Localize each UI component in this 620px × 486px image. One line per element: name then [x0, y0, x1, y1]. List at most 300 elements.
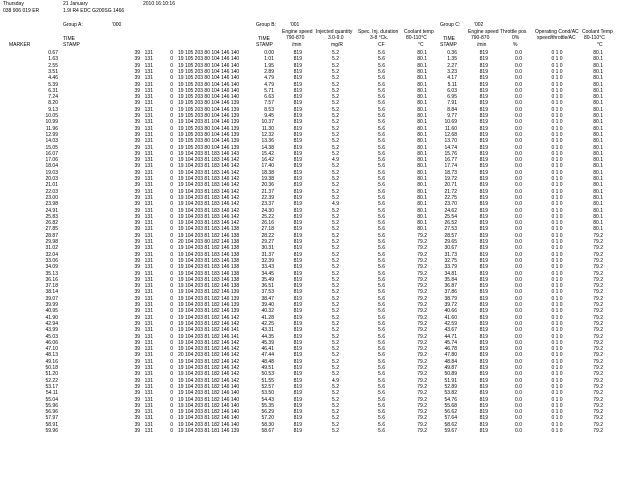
throttle-pos: 0.0	[515, 144, 522, 151]
group-a-value: 39	[134, 113, 140, 119]
engine-speed-c: 819	[479, 264, 488, 271]
injected-quantity: 5.2	[332, 402, 339, 409]
coolant-temp-c: 80.1	[593, 94, 603, 101]
inj-duration: 5.6	[378, 346, 385, 353]
group-c-time: 0.36	[447, 50, 457, 56]
group-c-time: 18.73	[444, 169, 457, 176]
group-a-cell-0: 0	[170, 283, 173, 290]
marker-cell: 54.11	[45, 390, 58, 397]
throttle-pos: 0.0	[515, 106, 522, 113]
group-a-value: 39	[134, 232, 140, 239]
coolant-temp-b: 79.2	[417, 245, 427, 252]
engine-speed-c: 819	[479, 333, 488, 340]
operating-cond: 0 1 0	[551, 207, 563, 214]
inj-duration: 5.6	[378, 87, 385, 94]
engine-speed-b: 819	[293, 207, 302, 214]
coolant-temp-c: 80.1	[593, 150, 603, 157]
group-a-code: '000	[112, 22, 122, 28]
group-b-time: 25.22	[261, 213, 274, 220]
group-b-time: 48.48	[261, 358, 274, 365]
coolant-temp-c: 80.1	[593, 106, 603, 113]
group-a-value: 39	[134, 81, 140, 88]
operating-cond: 0 1 0	[551, 270, 563, 277]
operating-cond: 0 1 0	[551, 402, 563, 409]
operating-cond: 0 1 0	[551, 245, 563, 252]
marker-cell: 14.03	[45, 138, 58, 145]
group-a-cell-131: 131	[144, 346, 153, 353]
group-c-time: 36.87	[444, 283, 457, 290]
coolant-temp-c: 79.2	[593, 302, 603, 308]
engine-speed-c: 819	[479, 188, 488, 195]
group-b-time: 36.51	[261, 283, 274, 290]
engine-speed-b: 819	[293, 68, 302, 75]
inj-duration: 5.6	[378, 138, 385, 145]
inj-duration: 5.6	[378, 81, 385, 88]
group-a-raw-bytes: 19 105 203 80 104 146 139	[178, 144, 240, 151]
engine-speed-b: 819	[293, 308, 302, 315]
marker-cell: 16.07	[45, 150, 58, 157]
c-col4-h1: Coolant Temp	[582, 29, 613, 35]
group-a-cell-131: 131	[144, 201, 153, 208]
group-a-value: 39	[134, 276, 140, 283]
group-c-time: 50.89	[444, 371, 457, 378]
coolant-temp-c: 80.1	[593, 182, 603, 189]
marker-cell: 22.03	[45, 188, 58, 195]
operating-cond: 0 1 0	[551, 358, 563, 365]
engine-speed-c: 819	[479, 119, 488, 126]
marker-cell: 42.94	[45, 320, 58, 327]
marker-cell: 15.05	[45, 144, 58, 151]
marker-cell: 10.99	[45, 119, 58, 126]
throttle-pos: 0.0	[515, 251, 522, 258]
coolant-temp-c: 80.1	[593, 87, 603, 94]
b-col2-h2: 3.0-9.0	[328, 35, 344, 41]
throttle-pos: 0.0	[515, 157, 522, 164]
group-a-raw-bytes: 20 104 203 81 182 146 142	[178, 352, 240, 359]
group-a-cell-131: 131	[144, 371, 153, 378]
engine-speed-c: 819	[479, 308, 488, 315]
operating-cond: 0 1 0	[551, 377, 563, 384]
engine-speed-b: 819	[293, 346, 302, 353]
group-c-time: 12.68	[444, 131, 457, 138]
coolant-temp-b: 79.2	[417, 409, 427, 416]
group-c-time: 11.60	[444, 125, 457, 132]
operating-cond: 0 1 0	[551, 276, 563, 283]
group-a-raw-bytes: 19 104 203 81 182 146 142	[178, 314, 240, 321]
marker-cell: 19.03	[45, 169, 58, 176]
group-a-raw-bytes: 19 104 203 81 182 146 140	[178, 396, 240, 403]
group-a-cell-0: 0	[170, 68, 173, 75]
injected-quantity: 5.2	[332, 182, 339, 189]
engine-speed-c: 819	[479, 138, 488, 145]
group-a-cell-131: 131	[144, 257, 153, 264]
group-a-raw-bytes: 19 105 203 80 104 146 140	[178, 94, 240, 101]
throttle-pos: 0.0	[515, 365, 522, 371]
group-a-cell-0: 0	[170, 119, 173, 126]
engine-speed-c: 819	[479, 257, 488, 264]
group-a-value: 39	[134, 264, 140, 271]
marker-cell: 28.87	[45, 232, 58, 239]
group-a-cell-0: 0	[170, 176, 173, 182]
coolant-temp-c: 80.1	[593, 119, 603, 126]
coolant-temp-c: 79.2	[593, 421, 603, 428]
marker-cell: 11.96	[45, 125, 58, 132]
group-a-cell-131: 131	[144, 182, 153, 189]
group-b-time: 21.37	[261, 188, 274, 195]
group-b-time: 43.31	[261, 327, 274, 334]
engine-speed-c: 819	[479, 87, 488, 94]
group-a-cell-0: 0	[170, 377, 173, 384]
injected-quantity: 5.2	[332, 163, 339, 170]
group-a-value: 39	[134, 150, 140, 157]
throttle-pos: 0.0	[515, 346, 522, 353]
group-a-cell-0: 0	[170, 276, 173, 283]
engine-speed-b: 819	[293, 100, 302, 107]
marker-cell: 57.97	[45, 415, 58, 422]
marker-cell: 39.99	[45, 302, 58, 308]
group-a-raw-bytes: 19 104 203 81 182 146 140	[178, 390, 240, 397]
group-a-cell-131: 131	[144, 327, 153, 334]
group-a-raw-bytes: 19 104 203 81 182 146 139	[178, 295, 240, 302]
engine-speed-b: 819	[293, 113, 302, 119]
engine-speed-b: 819	[293, 87, 302, 94]
group-a-cell-0: 0	[170, 409, 173, 416]
inj-duration: 5.6	[378, 320, 385, 327]
coolant-temp-b: 80.1	[417, 106, 427, 113]
marker-cell: 2.55	[48, 62, 58, 69]
injected-quantity: 5.2	[332, 81, 339, 88]
group-a-value: 39	[134, 182, 140, 189]
coolant-temp-b: 80.1	[417, 138, 427, 145]
group-a-raw-bytes: 19 104 203 81 183 146 138	[178, 276, 240, 283]
injected-quantity: 5.2	[332, 308, 339, 315]
operating-cond: 0 1 0	[551, 308, 563, 315]
engine-speed-c: 819	[479, 106, 488, 113]
group-a-cell-131: 131	[144, 188, 153, 195]
group-a-cell-0: 0	[170, 371, 173, 378]
injected-quantity: 5.2	[332, 283, 339, 290]
injected-quantity: 5.2	[332, 339, 339, 346]
inj-duration: 5.6	[378, 383, 385, 390]
group-a-cell-131: 131	[144, 100, 153, 107]
inj-duration: 5.6	[378, 131, 385, 138]
injected-quantity: 5.2	[332, 125, 339, 132]
engine-speed-c: 819	[479, 251, 488, 258]
operating-cond: 0 1 0	[551, 125, 563, 132]
marker-cell: 26.82	[45, 220, 58, 227]
coolant-temp-c: 79.2	[593, 428, 603, 434]
group-b-time: 38.47	[261, 295, 274, 302]
throttle-pos: 0.0	[515, 421, 522, 428]
group-c-time: 26.52	[444, 220, 457, 227]
group-a-cell-0: 0	[170, 257, 173, 264]
engine-speed-b: 819	[293, 81, 302, 88]
coolant-temp-b: 79.2	[417, 371, 427, 378]
group-a-cell-0: 0	[170, 207, 173, 214]
group-a-cell-131: 131	[144, 308, 153, 315]
engine-speed-b: 819	[293, 50, 302, 56]
c-col1-h2: 790-870	[471, 35, 490, 41]
group-a-value: 39	[134, 194, 140, 201]
engine-speed-c: 819	[479, 421, 488, 428]
coolant-temp-c: 80.1	[593, 62, 603, 69]
group-a-cell-131: 131	[144, 163, 153, 170]
inj-duration: 5.6	[378, 415, 385, 422]
engine-speed-b: 819	[293, 320, 302, 327]
group-b-time: 42.25	[261, 320, 274, 327]
group-a-cell-0: 0	[170, 295, 173, 302]
operating-cond: 0 1 0	[551, 333, 563, 340]
group-a-value: 39	[134, 62, 140, 69]
coolant-temp-b: 79.2	[417, 283, 427, 290]
inj-duration: 5.6	[378, 188, 385, 195]
throttle-pos: 0.0	[515, 352, 522, 359]
group-a-cell-0: 0	[170, 314, 173, 321]
group-a-raw-bytes: 19 104 203 81 182 146 140	[178, 383, 240, 390]
engine-speed-b: 819	[293, 295, 302, 302]
group-a-raw-bytes: 19 105 203 80 104 146 140	[178, 68, 240, 75]
marker-cell: 46.06	[45, 339, 58, 346]
group-a-cell-131: 131	[144, 402, 153, 409]
group-a-cell-131: 131	[144, 87, 153, 94]
inj-duration: 5.6	[378, 125, 385, 132]
group-a-raw-bytes: 19 104 203 81 183 146 142	[178, 188, 240, 195]
marker-cell: 35.13	[45, 270, 58, 277]
coolant-temp-b: 79.2	[417, 365, 427, 371]
operating-cond: 0 1 0	[551, 327, 563, 334]
group-a-raw-bytes: 19 105 203 80 104 146 139	[178, 138, 240, 145]
throttle-pos: 0.0	[515, 327, 522, 334]
group-c-time: 29.65	[444, 239, 457, 245]
operating-cond: 0 1 0	[551, 421, 563, 428]
group-a-raw-bytes: 19 104 203 81 183 146 142	[178, 207, 240, 214]
marker-cell: 41.90	[45, 314, 58, 321]
group-a-cell-131: 131	[144, 194, 153, 201]
group-a-raw-bytes: 19 104 203 81 183 146 142	[178, 169, 240, 176]
group-b-time: 7.57	[264, 100, 274, 107]
coolant-temp-b: 79.2	[417, 276, 427, 283]
coolant-temp-c: 79.2	[593, 320, 603, 327]
coolant-temp-b: 80.1	[417, 169, 427, 176]
group-b-time: 18.38	[261, 169, 274, 176]
group-b-time: 1.01	[264, 56, 274, 63]
engine-speed-b: 819	[293, 302, 302, 308]
throttle-pos: 0.0	[515, 94, 522, 101]
group-a-cell-0: 0	[170, 100, 173, 107]
engine-speed-b: 819	[293, 339, 302, 346]
group-a-value: 39	[134, 352, 140, 359]
b-col3-h3: CF	[378, 42, 385, 48]
group-c-time: 4.17	[447, 75, 457, 82]
group-a-cell-0: 0	[170, 251, 173, 258]
coolant-temp-b: 80.1	[417, 226, 427, 233]
engine-speed-b: 819	[293, 150, 302, 157]
marker-cell: 45.03	[45, 333, 58, 340]
operating-cond: 0 1 0	[551, 365, 563, 371]
operating-cond: 0 1 0	[551, 232, 563, 239]
engine-speed-c: 819	[479, 390, 488, 397]
inj-duration: 5.6	[378, 270, 385, 277]
engine-speed-b: 819	[293, 119, 302, 126]
group-a-value: 39	[134, 106, 140, 113]
group-a-raw-bytes: 19 104 203 81 183 146 143	[178, 150, 240, 157]
marker-cell: 37.18	[45, 283, 58, 290]
group-c-time: 28.57	[444, 232, 457, 239]
b-col4-h1: Coolant temp	[404, 29, 434, 35]
group-c-time: 21.72	[444, 188, 457, 195]
coolant-temp-b: 80.1	[417, 100, 427, 107]
group-a-cell-131: 131	[144, 68, 153, 75]
marker-cell: 29.98	[45, 239, 58, 245]
marker-cell: 32.04	[45, 251, 58, 258]
group-a-raw-bytes: 19 104 203 81 104 146 139	[178, 119, 240, 126]
throttle-pos: 0.0	[515, 270, 522, 277]
injected-quantity: 5.2	[332, 169, 339, 176]
inj-duration: 5.6	[378, 157, 385, 164]
inj-duration: 5.6	[378, 62, 385, 69]
operating-cond: 0 1 0	[551, 390, 563, 397]
group-a-cell-131: 131	[144, 302, 153, 308]
group-a-value: 39	[134, 188, 140, 195]
engine-speed-c: 819	[479, 144, 488, 151]
marker-cell: 9.13	[48, 106, 58, 113]
operating-cond: 0 1 0	[551, 415, 563, 422]
group-a-raw-bytes: 19 104 203 81 182 146 142	[178, 371, 240, 378]
marker-cell: 3.51	[48, 68, 58, 75]
engine-speed-b: 819	[293, 377, 302, 384]
group-a-raw-bytes: 19 104 203 81 183 146 142	[178, 213, 240, 220]
coolant-temp-b: 79.2	[417, 377, 427, 384]
group-a-cell-131: 131	[144, 119, 153, 126]
time-header-a: TIME	[63, 36, 75, 42]
group-a-cell-0: 0	[170, 402, 173, 409]
marker-cell: 5.39	[48, 81, 58, 88]
marker-cell: 1.63	[48, 56, 58, 63]
throttle-pos: 0.0	[515, 358, 522, 365]
coolant-temp-c: 79.2	[593, 327, 603, 334]
operating-cond: 0 1 0	[551, 62, 563, 69]
coolant-temp-c: 79.2	[593, 314, 603, 321]
operating-cond: 0 1 0	[551, 182, 563, 189]
operating-cond: 0 1 0	[551, 87, 563, 94]
coolant-temp-c: 79.2	[593, 295, 603, 302]
throttle-pos: 0.0	[515, 194, 522, 201]
group-a-raw-bytes: 19 105 203 80 104 146 140	[178, 62, 240, 69]
group-a-cell-131: 131	[144, 157, 153, 164]
marker-cell: 17.06	[45, 157, 58, 164]
coolant-temp-b: 79.2	[417, 352, 427, 359]
coolant-temp-c: 79.2	[593, 390, 603, 397]
group-a-cell-131: 131	[144, 409, 153, 416]
coolant-temp-b: 79.2	[417, 346, 427, 353]
operating-cond: 0 1 0	[551, 264, 563, 271]
injected-quantity: 5.2	[332, 131, 339, 138]
engine-speed-c: 819	[479, 371, 488, 378]
inj-duration: 5.6	[378, 106, 385, 113]
group-a-cell-131: 131	[144, 144, 153, 151]
group-b-time: 58.30	[261, 421, 274, 428]
group-b-time: 44.35	[261, 333, 274, 340]
throttle-pos: 0.0	[515, 239, 522, 245]
injected-quantity: 5.2	[332, 264, 339, 271]
group-a-cell-0: 0	[170, 188, 173, 195]
engine-speed-c: 819	[479, 245, 488, 252]
group-a-cell-0: 0	[170, 352, 173, 359]
engine-speed-c: 819	[479, 276, 488, 283]
inj-duration: 5.6	[378, 390, 385, 397]
group-a-cell-131: 131	[144, 62, 153, 69]
coolant-temp-c: 80.1	[593, 131, 603, 138]
injected-quantity: 4.9	[332, 377, 339, 384]
group-a-cell-0: 0	[170, 213, 173, 220]
group-a-raw-bytes: 19 104 203 81 182 146 138	[178, 232, 240, 239]
group-b-time: 37.53	[261, 289, 274, 296]
injected-quantity: 5.2	[332, 213, 339, 220]
coolant-temp-b: 79.2	[417, 308, 427, 315]
group-b-time: 10.37	[261, 119, 274, 126]
injected-quantity: 5.2	[332, 327, 339, 334]
inj-duration: 5.6	[378, 283, 385, 290]
group-b-time: 55.35	[261, 402, 274, 409]
coolant-temp-b: 79.2	[417, 415, 427, 422]
coolant-temp-c: 80.1	[593, 100, 603, 107]
group-b-time: 45.39	[261, 339, 274, 346]
throttle-pos: 0.0	[515, 383, 522, 390]
throttle-pos: 0.0	[515, 371, 522, 378]
inj-duration: 5.6	[378, 257, 385, 264]
group-b-time: 33.43	[261, 264, 274, 271]
coolant-temp-b: 80.1	[417, 119, 427, 126]
inj-duration: 5.6	[378, 232, 385, 239]
inj-duration: 5.6	[378, 251, 385, 258]
coolant-temp-b: 80.1	[417, 207, 427, 214]
group-a-cell-0: 0	[170, 383, 173, 390]
engine-speed-b: 819	[293, 125, 302, 132]
coolant-temp-b: 80.1	[417, 131, 427, 138]
group-c-time: 56.62	[444, 409, 457, 416]
engine-speed-b: 819	[293, 163, 302, 170]
throttle-pos: 0.0	[515, 176, 522, 182]
inj-duration: 5.6	[378, 75, 385, 82]
time-header-b: TIME	[258, 36, 270, 42]
group-b-label: Group B:	[256, 22, 277, 28]
inj-duration: 5.6	[378, 276, 385, 283]
engine-speed-c: 819	[479, 94, 488, 101]
group-b-time: 9.45	[264, 113, 274, 119]
inj-duration: 5.6	[378, 201, 385, 208]
group-b-time: 35.49	[261, 276, 274, 283]
coolant-temp-b: 79.2	[417, 358, 427, 365]
group-a-cell-131: 131	[144, 396, 153, 403]
group-b-time: 50.53	[261, 371, 274, 378]
marker-cell: 23.98	[45, 201, 58, 208]
group-a-value: 39	[134, 226, 140, 233]
coolant-temp-c: 79.2	[593, 264, 603, 271]
engine-speed-b: 819	[293, 239, 302, 245]
group-a-cell-131: 131	[144, 245, 153, 252]
coolant-temp-c: 79.2	[593, 402, 603, 409]
group-a-value: 39	[134, 239, 140, 245]
coolant-temp-c: 79.2	[593, 245, 603, 252]
group-a-cell-0: 0	[170, 182, 173, 189]
coolant-temp-b: 80.1	[417, 113, 427, 119]
group-b-time: 22.39	[261, 194, 274, 201]
operating-cond: 0 1 0	[551, 339, 563, 346]
group-a-value: 39	[134, 295, 140, 302]
b-col3-h1: Spec. Inj. duration	[358, 29, 399, 35]
injected-quantity: 5.2	[332, 251, 339, 258]
engine-speed-c: 819	[479, 365, 488, 371]
